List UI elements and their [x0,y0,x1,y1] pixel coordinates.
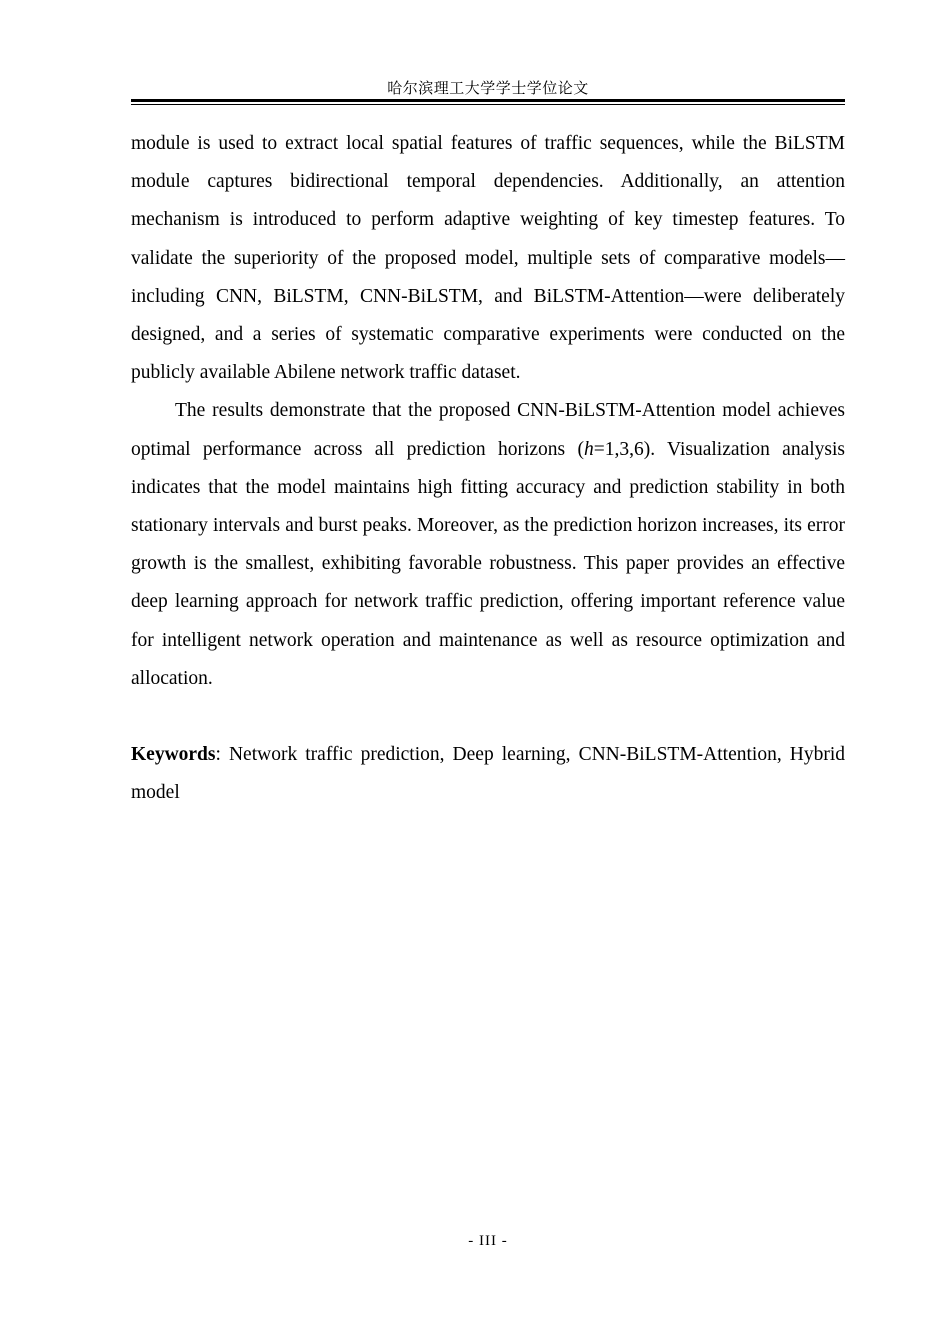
keywords-label: Keywords [131,744,216,766]
keywords-line [131,736,845,812]
paragraph-2-text-start: The results demonstrate that the proposed CNN-BiLSTM-Attention model achieves optimal performance across all prediction horizons ( [131,400,845,460]
keywords-list: : Network traffic prediction, Deep learning, CNN-BiLSTM-Attention, Hybrid model [131,744,845,804]
abstract-paragraph-2 [131,392,845,698]
abstract-body [131,125,845,812]
horizon-variable: h [583,438,594,460]
header-rule-thick [131,99,845,102]
abstract-paragraph-1: module is used to extract local spatial features of traffic sequences, while the BiLSTM module captures bidirectional temporal dependencies. Additionally, an attention mechanism is introduced to perform adaptive weighting of key timestep features. To validate the superiority of the proposed model, multiple sets of comparative models—including CNN, BiLSTM, CNN-BiLSTM, and BiLSTM-Attention—were deliberately designed, and a series of systematic comparative experiments were conducted on the publicly available Abilene network traffic dataset. [131,133,845,384]
header-rule-thin [131,104,845,105]
running-header-title: 哈尔滨理工大学学士学位论文 [387,79,589,97]
page-number: - III - [468,1233,508,1249]
paragraph-2-text-end: =1,3,6). Visualization analysis indicates that the model maintains high fitting accuracy and prediction stability in both stationary intervals and burst peaks. Moreover, as the prediction horizon increases, its error growth is the smallest, exhibiting favorable robustness. This paper provides an effective deep learning approach for network traffic prediction, offering important reference value for intelligent network operation and maintenance as well as resource optimization and allocation. [131,438,846,689]
